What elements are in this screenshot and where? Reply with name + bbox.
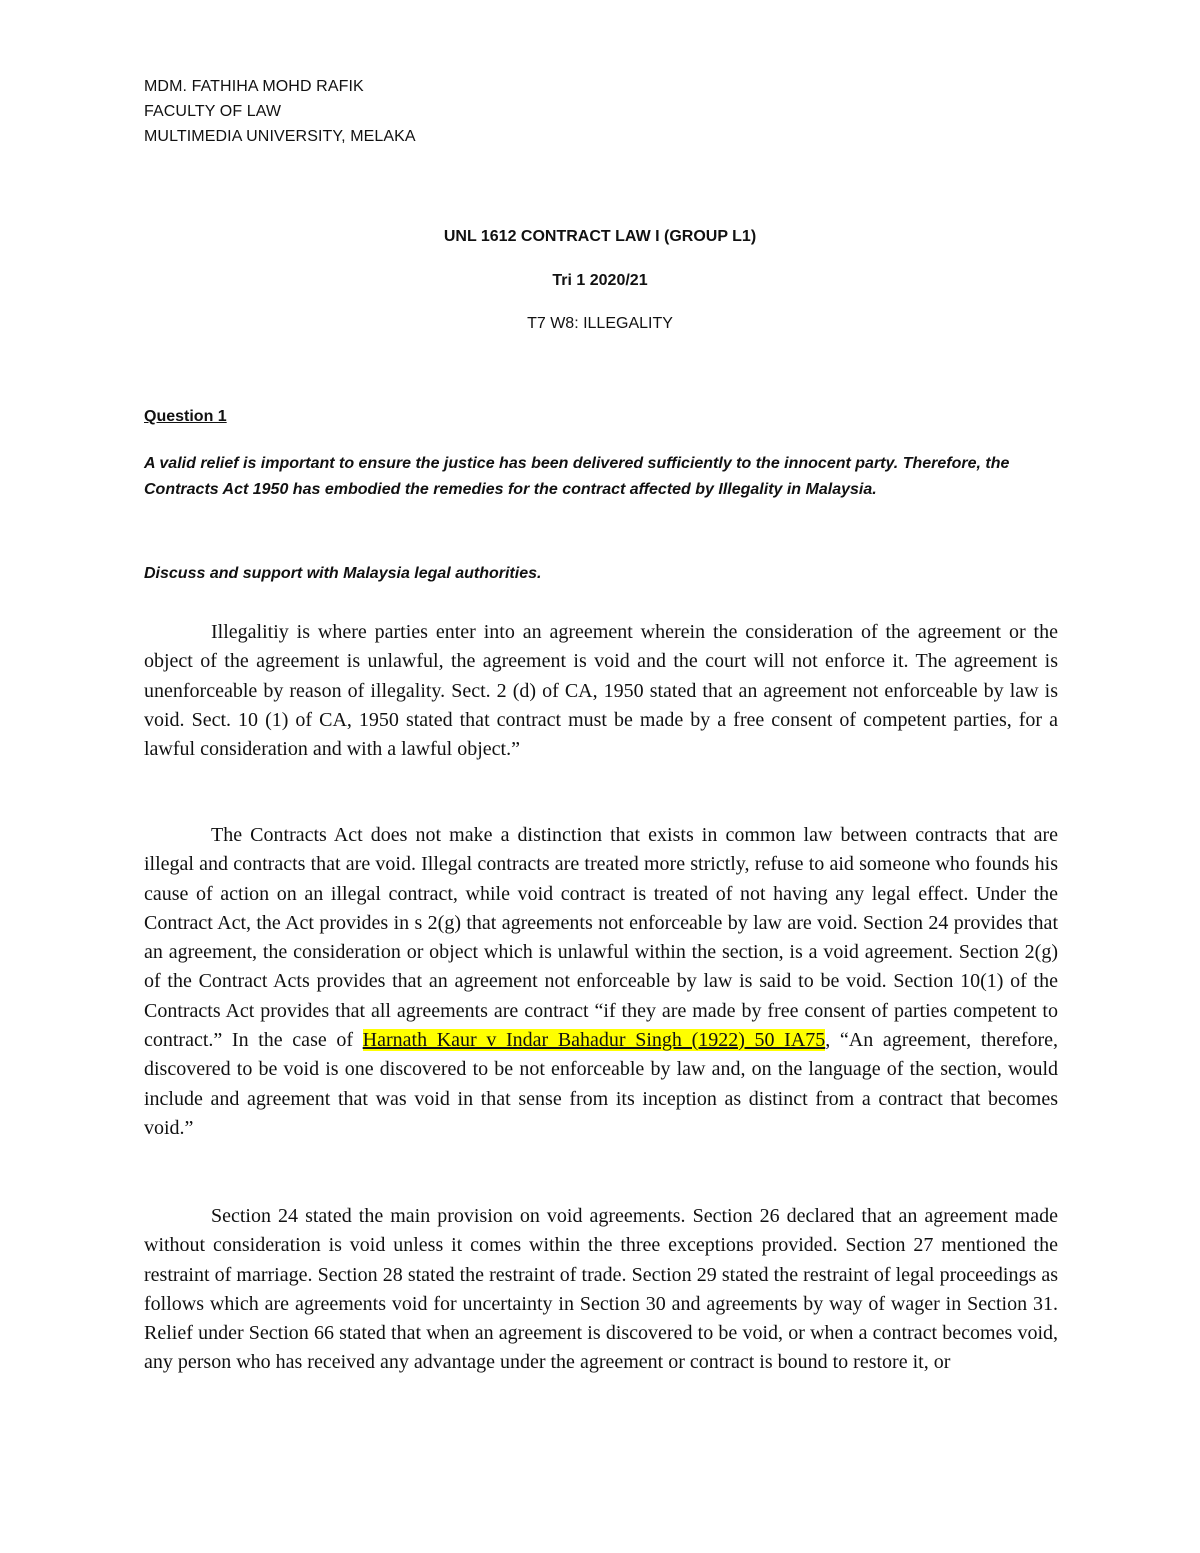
- question-heading: Question 1: [144, 408, 227, 425]
- body-paragraph-3: Section 24 stated the main provision on void agreements. Section 26 declared that an agreement made without consideration is void unless it comes within the three exceptions provided. Section 27 mentioned the restraint of marriage. Section 28 stated the restraint of trade. Section 29 stated the restraint of legal proceedings as follows which are agreements void for uncertainty in Section 30 and agreements by way of wager in Section 31. Relief under Section 66 stated that when an agreement is discovered to be void, or when a contract becomes void, any person who has received any advantage under the agreement or contract is bound to restore it, or: [144, 1205, 1058, 1374]
- question-instruction: Discuss and support with Malaysia legal authorities.: [144, 565, 542, 582]
- highlighted-case-citation: Harnath Kaur v Indar Bahadur Singh (1922) 50 IA75: [362, 1029, 826, 1052]
- body-paragraph-2: [144, 821, 1058, 1143]
- faculty-name: FACULTY OF LAW: [144, 103, 282, 120]
- university-name: MULTIMEDIA UNIVERSITY, MELAKA: [144, 128, 416, 145]
- paragraph-2-text-after: , “An agreement, therefore, discovered to be void is one discovered to be not enforceable by law and, on the language of the section, would include and agreement that was void in that sense from its inception as distinct from a contract that becomes void.”: [144, 1029, 1058, 1139]
- question-text: A valid relief is important to ensure the justice has been delivered sufficiently to the innocent party. Therefore, the Contracts Act 1950 has embodied the remedies for the contract affected by Illegality in Malaysia.: [144, 455, 1010, 498]
- paragraph-2-text-before: The Contracts Act does not make a distinction that exists in common law between contracts that are illegal and contracts that are void. Illegal contracts are treated more strictly, refuse to aid someone who founds his cause of action on an illegal contract, while void contract is treated of not having any legal effect. Under the Contract Act, the Act provides in s 2(g) that agreements not enforceable by law are void. Section 24 provides that an agreement, the consideration or object which is unlawful within the section, is a void agreement. Section 2(g) of the Contract Acts provides that an agreement not enforceable by law is said to be void. Section 10(1) of the Contracts Act provides that all agreements are contract “if they are made by free consent of parties competent to contract.” In the case of: [144, 824, 1058, 1052]
- topic-label: T7 W8: ILLEGALITY: [527, 315, 673, 332]
- term-label: Tri 1 2020/21: [552, 272, 648, 289]
- author-name: MDM. FATHIHA MOHD RAFIK: [144, 78, 364, 95]
- course-title: UNL 1612 CONTRACT LAW I (GROUP L1): [443, 228, 757, 245]
- author-block: [144, 74, 416, 149]
- body-paragraph-1: Illegalitiy is where parties enter into an agreement wherein the consideration of the agreement or the object of the agreement is unlawful, the agreement is void and the court will not enforce it. The agreement is unenforceable by reason of illegality. Sect. 2 (d) of CA, 1950 stated that an agreement not enforceable by law is void. Sect. 10 (1) of CA, 1950 stated that contract must be made by a free consent of competent parties, for a lawful consideration and with a lawful object.”: [144, 621, 1058, 761]
